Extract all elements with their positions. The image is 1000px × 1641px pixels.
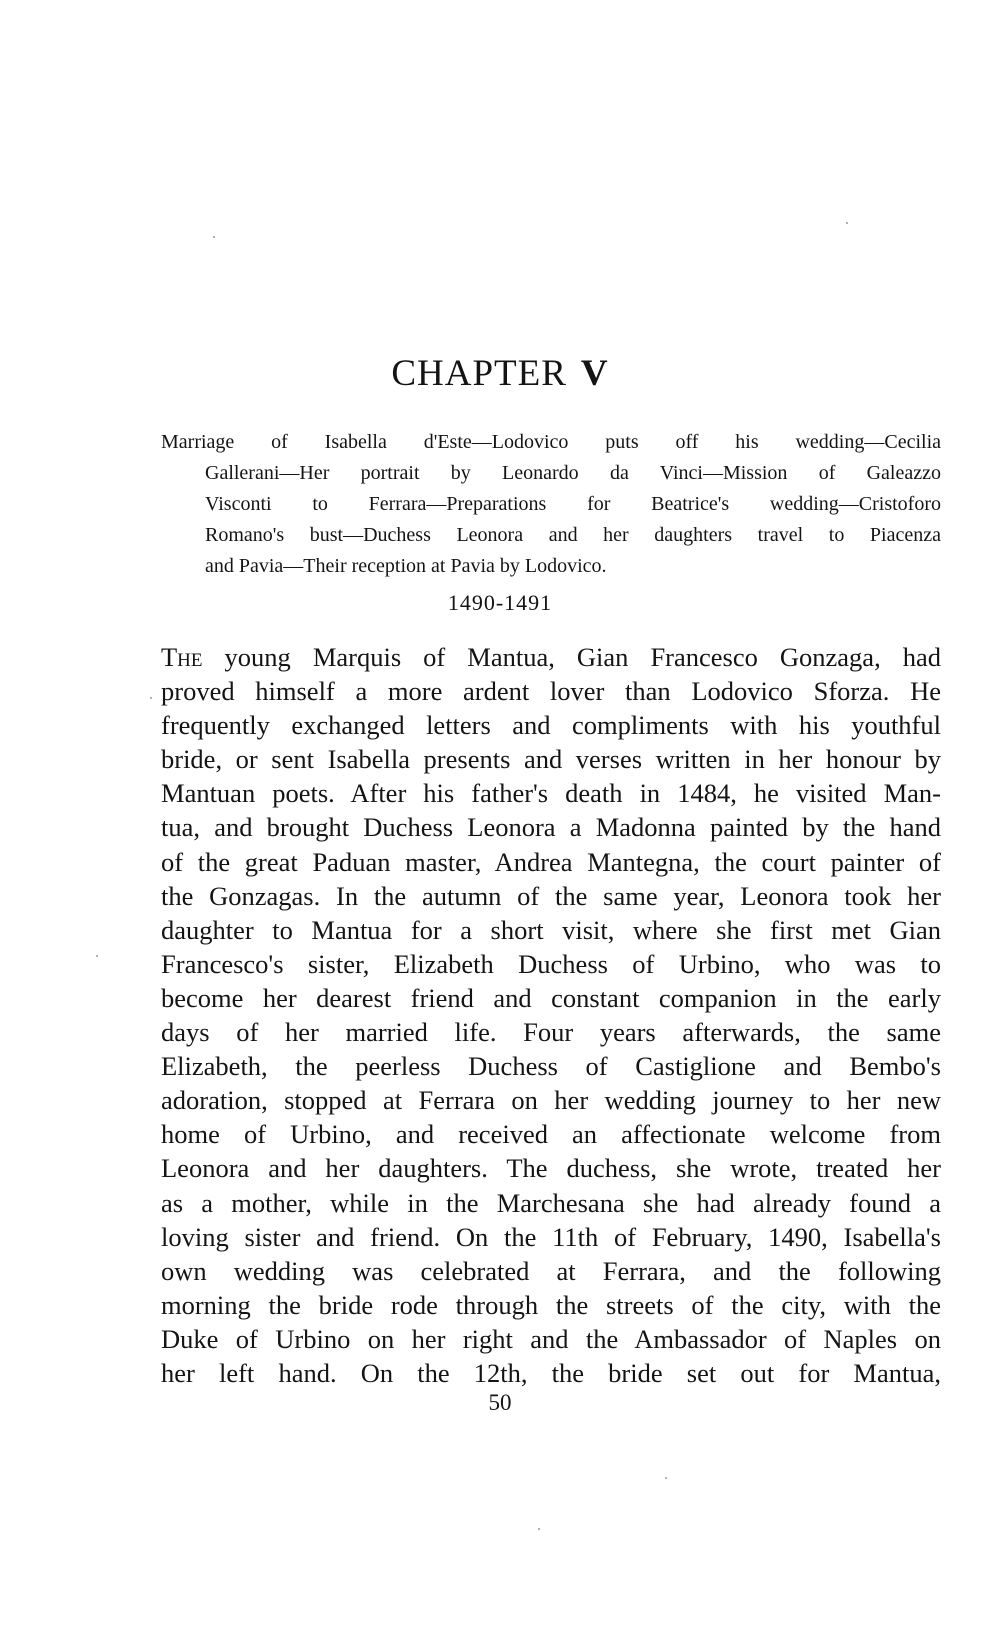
body-line: become her dearest friend and constant companion in the early: [161, 982, 941, 1013]
body-line: [161, 640, 941, 674]
summary-line: and Pavia—Their reception at Pavia by Lodovico.: [205, 555, 607, 577]
paper-speck: [213, 236, 215, 238]
paper-speck: [96, 955, 98, 957]
body-line: days of her married life. Four years afterwards, the same: [161, 1017, 941, 1048]
body-line: Francesco's sister, Elizabeth Duchess of Urbino, who was to: [161, 948, 941, 979]
body-line: proved himself a more ardent lover than Lodovico Sforza. He: [161, 676, 941, 707]
first-line-text: young Marquis of Mantua, Gian Francesco Gonzaga, had: [202, 642, 941, 672]
body-line: Mantuan poets. After his father's death in 1484, he visited Man-: [161, 778, 941, 809]
opening-word: The: [161, 642, 203, 672]
chapter-heading: [0, 352, 1000, 395]
paper-speck: [665, 1477, 667, 1479]
body-line: her left hand. On the 12th, the bride set out for Mantua,: [161, 1357, 941, 1388]
body-line: of the great Paduan master, Andrea Mantegna, the court painter of: [161, 846, 941, 877]
chapter-title-word: CHAPTER: [391, 353, 567, 394]
body-line: Elizabeth, the peerless Duchess of Castiglione and Bembo's: [161, 1051, 941, 1082]
body-line: tua, and brought Duchess Leonora a Madonna painted by the hand: [161, 812, 941, 843]
body-line: morning the bride rode through the streets of the city, with the: [161, 1289, 941, 1320]
chapter-number: V: [580, 353, 609, 394]
body-line: own wedding was celebrated at Ferrara, and the following: [161, 1255, 941, 1286]
summary-line: Romano's bust—Duchess Leonora and her daughters travel to Piacenza: [205, 524, 941, 546]
paper-speck: [538, 1528, 540, 1530]
body-line: home of Urbino, and received an affectionate welcome from: [161, 1119, 941, 1150]
paper-speck: [150, 697, 152, 699]
body-line: adoration, stopped at Ferrara on her wedding journey to her new: [161, 1085, 941, 1116]
body-line: Duke of Urbino on her right and the Ambassador of Naples on: [161, 1323, 941, 1354]
summary-line: Visconti to Ferrara—Preparations for Beatrice's wedding—Cristoforo: [205, 493, 941, 515]
body-line: daughter to Mantua for a short visit, where she first met Gian: [161, 914, 941, 945]
body-paragraph: [161, 640, 941, 1390]
date-range: 1490-1491: [447, 590, 553, 615]
body-line: the Gonzagas. In the autumn of the same year, Leonora took her: [161, 880, 941, 911]
paper-speck: [846, 222, 848, 224]
body-line: bride, or sent Isabella presents and verses written in her honour by: [161, 744, 941, 775]
body-line: frequently exchanged letters and compliments with his youthful: [161, 710, 941, 741]
summary-line: Gallerani—Her portrait by Leonardo da Vinci—Mission of Galeazzo: [205, 462, 941, 484]
chapter-summary: [161, 427, 941, 582]
body-line: as a mother, while in the Marchesana she had already found a: [161, 1187, 941, 1218]
body-line: loving sister and friend. On the 11th of February, 1490, Isabella's: [161, 1221, 941, 1252]
body-line: Leonora and her daughters. The duchess, she wrote, treated her: [161, 1153, 941, 1184]
summary-line: Marriage of Isabella d'Este—Lodovico puts off his wedding—Cecilia: [161, 431, 941, 453]
page-number: 50: [488, 1390, 512, 1415]
